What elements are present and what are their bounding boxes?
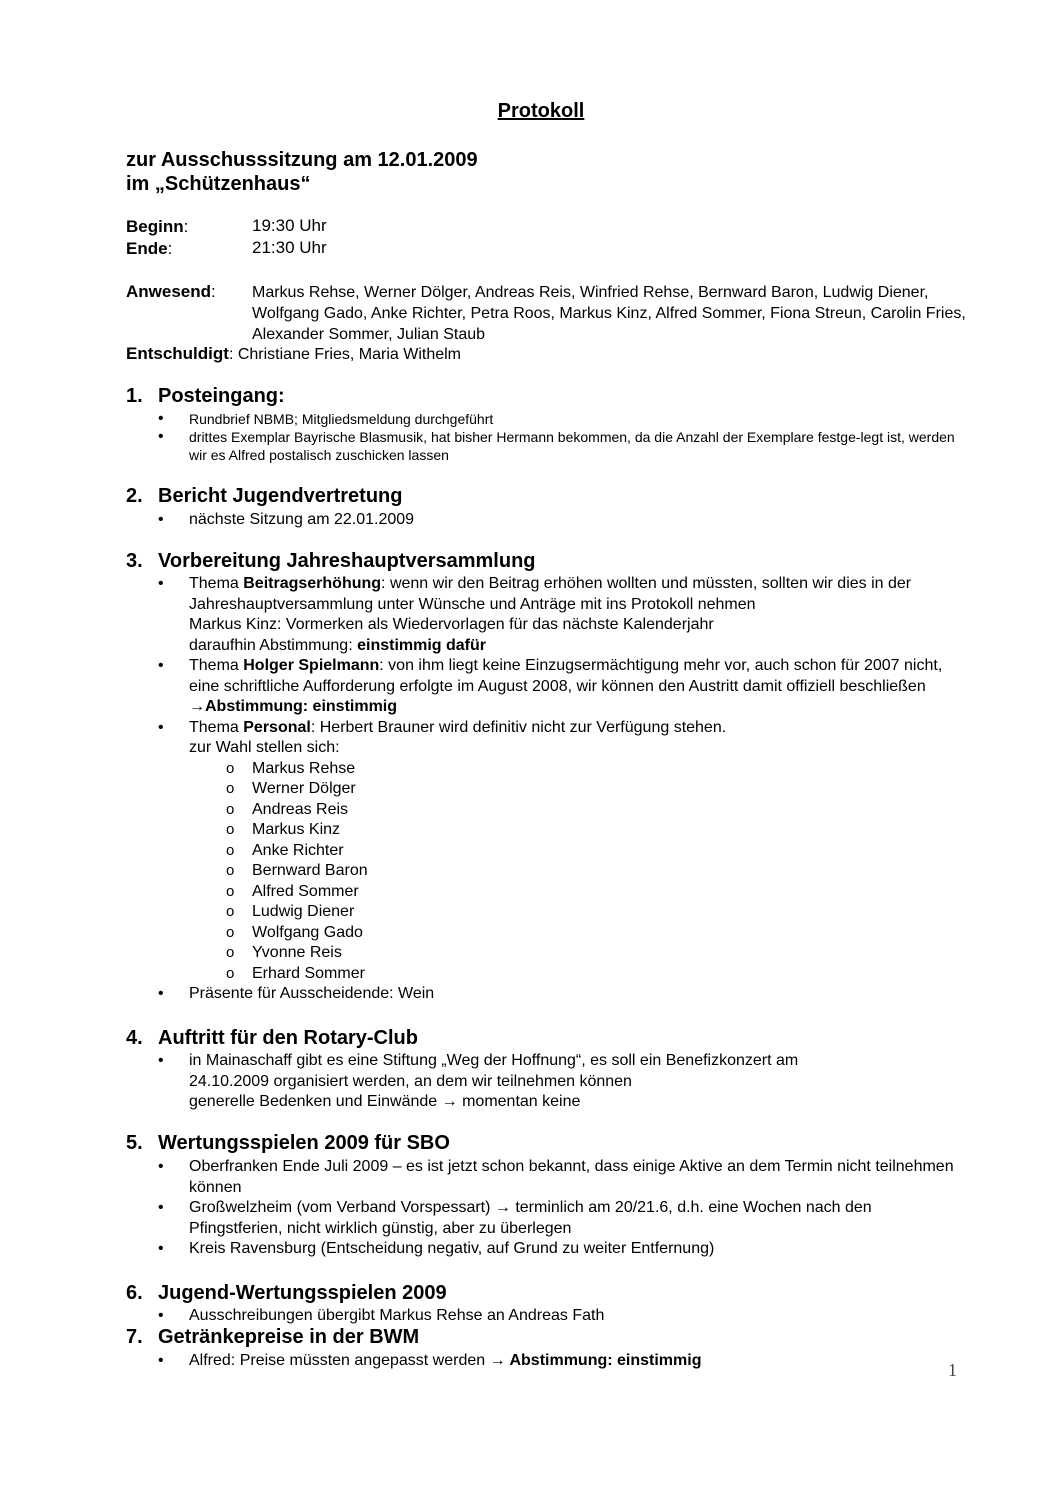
item-line: zur Wahl stellen sich: <box>189 739 340 756</box>
beginn-row <box>126 216 188 238</box>
candidate-item: o Erhard Sommer <box>222 964 958 985</box>
section-2-number: 2. <box>126 485 143 507</box>
list-item <box>158 1351 958 1372</box>
meeting-location: im „Schützenhaus“ <box>126 173 311 195</box>
entschuldigt-colon: : <box>228 346 238 363</box>
item-text: Alfred: Preise müssten angepasst werden <box>189 1352 490 1369</box>
ende-row <box>126 238 172 260</box>
section-3-list <box>158 574 958 1005</box>
list-item: • Präsente für Ausscheidende: Wein <box>158 984 958 1005</box>
topic-spielmann: Holger Spielmann <box>243 657 380 674</box>
item-line: Markus Kinz: Vormerken als Wiedervorlagen für das nächste Kalenderjahr <box>189 616 714 633</box>
section-1-title: Posteingang: <box>158 385 285 407</box>
entschuldigt-row <box>126 344 461 364</box>
section-5-number: 5. <box>126 1132 143 1154</box>
candidate-item: o Alfred Sommer <box>222 882 958 903</box>
item-text: : Herbert Brauner wird definitiv nicht zur Verfügung stehen. <box>310 718 727 736</box>
candidate-item: o Yvonne Reis <box>222 943 958 964</box>
entschuldigt-list: Christiane Fries, Maria Withelm <box>237 346 461 363</box>
section-4-title: Auftritt für den Rotary-Club <box>158 1027 418 1049</box>
section-3-title: Vorbereitung Jahreshauptversammlung <box>158 550 536 572</box>
item-text: terminlich am 20/21.6, d.h. eine Wochen nach den Pfingstferien, nicht wirklich günstig, aber zu überlegen <box>189 1199 872 1237</box>
section-5-title: Wertungsspielen 2009 für SBO <box>158 1132 450 1154</box>
ende-time: 21:30 Uhr <box>252 238 327 257</box>
arrow-icon: → <box>189 698 205 715</box>
candidate-list <box>222 759 958 985</box>
page-number: 1 <box>948 1360 957 1380</box>
document-title: Protokoll <box>497 100 585 122</box>
beginn-colon: : <box>183 217 189 236</box>
item-text: : von ihm liegt keine Einzugsermächtigung mehr vor, auch schon für 2007 nicht, eine schriftliche Aufforderung erfolgte im August 2008, wir können den Austritt damit offiziell beschließen <box>189 657 943 695</box>
beginn-time: 19:30 Uhr <box>252 216 327 235</box>
candidate-item: o Markus Rehse <box>222 759 958 780</box>
vote-result: Abstimmung: einstimmig <box>505 1352 702 1369</box>
item-prefix: Thema <box>189 575 244 592</box>
vote-result: Abstimmung: einstimmig <box>205 698 398 715</box>
item-prefix: Thema <box>189 657 244 674</box>
section-2-title: Bericht Jugendvertretung <box>158 485 403 507</box>
anwesend-list: Markus Rehse, Werner Dölger, Andreas Reis, Winfried Rehse, Bernward Baron, Ludwig Diener, Wolfgang Gado, Anke Richter, Petra Roos, Markus Kinz, Alfred Sommer, Fiona Streun, Carolin Fries, Alexander Sommer, Julian Staub <box>252 284 966 343</box>
anwesend-colon: : <box>211 282 216 301</box>
anwesend-label <box>126 282 216 302</box>
section-6-heading <box>126 1281 447 1305</box>
candidate-item: o Wolfgang Gado <box>222 923 958 944</box>
item-line: momentan keine <box>457 1093 581 1110</box>
section-5-list <box>158 1157 958 1260</box>
section-4-heading <box>126 1026 418 1050</box>
item-prefix: Thema <box>189 718 244 736</box>
list-item: • Kreis Ravensburg (Entscheidung negativ, auf Grund zu weiter Entfernung) <box>158 1239 958 1260</box>
arrow-icon: → <box>494 1199 511 1216</box>
candidate-item: o Markus Kinz <box>222 820 958 841</box>
arrow-icon: → <box>489 1352 506 1369</box>
section-7-list <box>158 1351 958 1372</box>
list-item <box>158 1051 878 1113</box>
candidate-item: o Bernward Baron <box>222 861 958 882</box>
section-1-list <box>158 410 958 464</box>
ende-label: Ende <box>126 239 168 258</box>
list-item <box>158 656 958 718</box>
item-line: generelle Bedenken und Einwände <box>189 1093 442 1110</box>
section-6-title: Jugend-Wertungsspielen 2009 <box>158 1282 447 1304</box>
list-item <box>158 1198 958 1239</box>
section-1-heading <box>126 384 285 408</box>
list-item: • Oberfranken Ende Juli 2009 – es ist jetzt schon bekannt, dass einige Aktive an dem Termin nicht teilnehmen können <box>158 1157 958 1198</box>
topic-personal: Personal <box>243 718 311 736</box>
arrow-icon: → <box>441 1093 458 1110</box>
meeting-subtitle: zur Ausschusssitzung am 12.01.2009 <box>126 149 478 171</box>
section-1-number: 1. <box>126 385 143 407</box>
topic-beitragserhoehung: Beitragserhöhung <box>243 575 382 592</box>
list-item <box>158 574 958 656</box>
item-line: daraufhin Abstimmung: <box>189 636 358 654</box>
list-item <box>158 718 958 985</box>
list-item: • drittes Exemplar Bayrische Blasmusik, hat bisher Hermann bekommen, da die Anzahl der Exemplare festge-legt ist, werden wir es Alfred postalisch zuschicken lassen <box>158 428 958 464</box>
item-text: : wenn wir den Beitrag erhöhen wollten und müssten, sollten wir dies in der Jahreshauptversammlung unter Wünsche und Anträge mit ins Protokoll nehmen <box>189 575 912 613</box>
section-2-heading <box>126 484 402 508</box>
section-5-heading <box>126 1131 450 1155</box>
section-4-list <box>158 1051 878 1113</box>
anwesend-label-text: Anwesend <box>126 282 212 301</box>
section-7-title: Getränkepreise in der BWM <box>158 1326 420 1348</box>
section-7-heading <box>126 1325 419 1349</box>
beginn-label: Beginn <box>126 217 184 236</box>
candidate-item: o Werner Dölger <box>222 779 958 800</box>
section-2-list <box>158 510 958 531</box>
item-text: Großwelzheim (vom Verband Vorspessart) <box>189 1199 495 1216</box>
candidate-item: o Andreas Reis <box>222 800 958 821</box>
section-7-number: 7. <box>126 1326 143 1348</box>
candidate-item: o Ludwig Diener <box>222 902 958 923</box>
entschuldigt-label: Entschuldigt <box>126 344 229 363</box>
section-6-number: 6. <box>126 1282 143 1304</box>
item-text: in Mainaschaff gibt es eine Stiftung „Weg der Hoffnung“, es soll ein Benefizkonzert am 24.10.2009 organisiert werden, an dem wir teilnehmen können <box>189 1052 799 1090</box>
section-3-heading <box>126 549 536 573</box>
ende-colon: : <box>167 239 173 258</box>
list-item: • Rundbrief NBMB; Mitgliedsmeldung durchgeführt <box>158 410 958 428</box>
section-6-list <box>158 1306 958 1327</box>
candidate-item: o Anke Richter <box>222 841 958 862</box>
vote-result: einstimmig dafür <box>357 636 486 654</box>
section-3-number: 3. <box>126 550 143 572</box>
section-4-number: 4. <box>126 1027 143 1049</box>
list-item: • Ausschreibungen übergibt Markus Rehse an Andreas Fath <box>158 1306 958 1327</box>
list-item: • nächste Sitzung am 22.01.2009 <box>158 510 958 531</box>
